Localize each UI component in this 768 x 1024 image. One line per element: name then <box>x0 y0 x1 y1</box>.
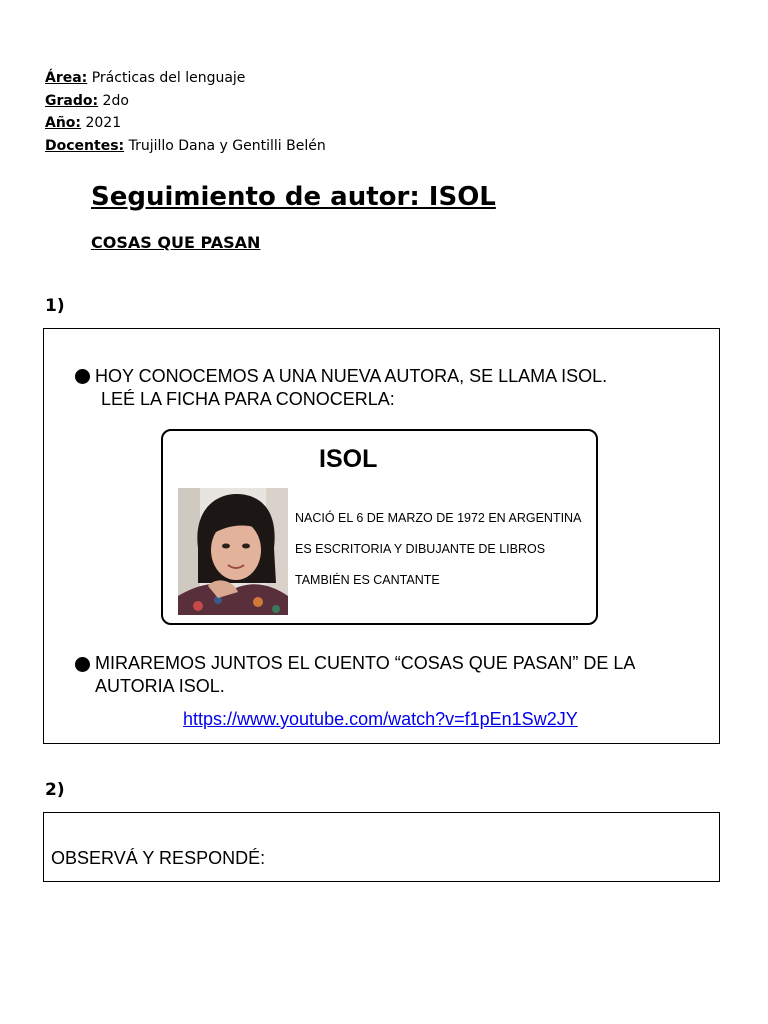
bullet-2-line-1: MIRAREMOS JUNTOS EL CUENTO “COSAS QUE PASAN” DE LA <box>95 653 636 673</box>
anio-row <box>45 112 326 135</box>
anio-value: 2021 <box>85 115 122 131</box>
author-name: ISOL <box>319 445 378 473</box>
author-photo <box>178 488 288 615</box>
page-subtitle: COSAS QUE PASAN <box>91 233 261 252</box>
grado-value: 2do <box>102 92 129 109</box>
anio-label: Año: <box>45 115 82 131</box>
document-header <box>45 67 326 157</box>
author-card <box>161 429 598 625</box>
author-fact-2: ES ESCRITORIA Y DIBUJANTE DE LIBROS <box>295 542 546 556</box>
area-value: Prácticas del lenguaje <box>91 70 246 86</box>
section-1-number: 1) <box>45 296 65 316</box>
bullet-dot-icon <box>75 369 90 384</box>
docentes-value: Trujillo Dana y Gentilli Belén <box>128 137 326 154</box>
docentes-label: Docentes: <box>45 137 125 154</box>
bullet-1-line-2: LEÉ LA FICHA PARA CONOCERLA: <box>101 389 395 409</box>
bullet-2-line-2: AUTORIA ISOL. <box>95 676 225 696</box>
section-2-instruction: OBSERVÁ Y RESPONDÉ: <box>51 848 266 868</box>
author-fact-3: TAMBIÉN ES CANTANTE <box>295 573 440 587</box>
grado-label: Grado: <box>45 92 99 109</box>
youtube-link[interactable]: https://www.youtube.com/watch?v=f1pEn1Sw2JY <box>183 709 578 729</box>
author-fact-1: NACIÓ EL 6 DE MARZO DE 1972 EN ARGENTINA <box>295 511 582 525</box>
grado-row <box>45 90 326 113</box>
area-row <box>45 67 326 90</box>
area-label: Área: <box>45 70 88 86</box>
docentes-row <box>45 135 326 158</box>
bullet-1-line-1: HOY CONOCEMOS A UNA NUEVA AUTORA, SE LLAMA ISOL. <box>95 366 608 386</box>
section-2-box <box>43 812 720 882</box>
bullet-dot-icon <box>75 657 90 672</box>
section-2-number: 2) <box>45 780 65 800</box>
page-title: Seguimiento de autor: ISOL <box>91 182 496 212</box>
